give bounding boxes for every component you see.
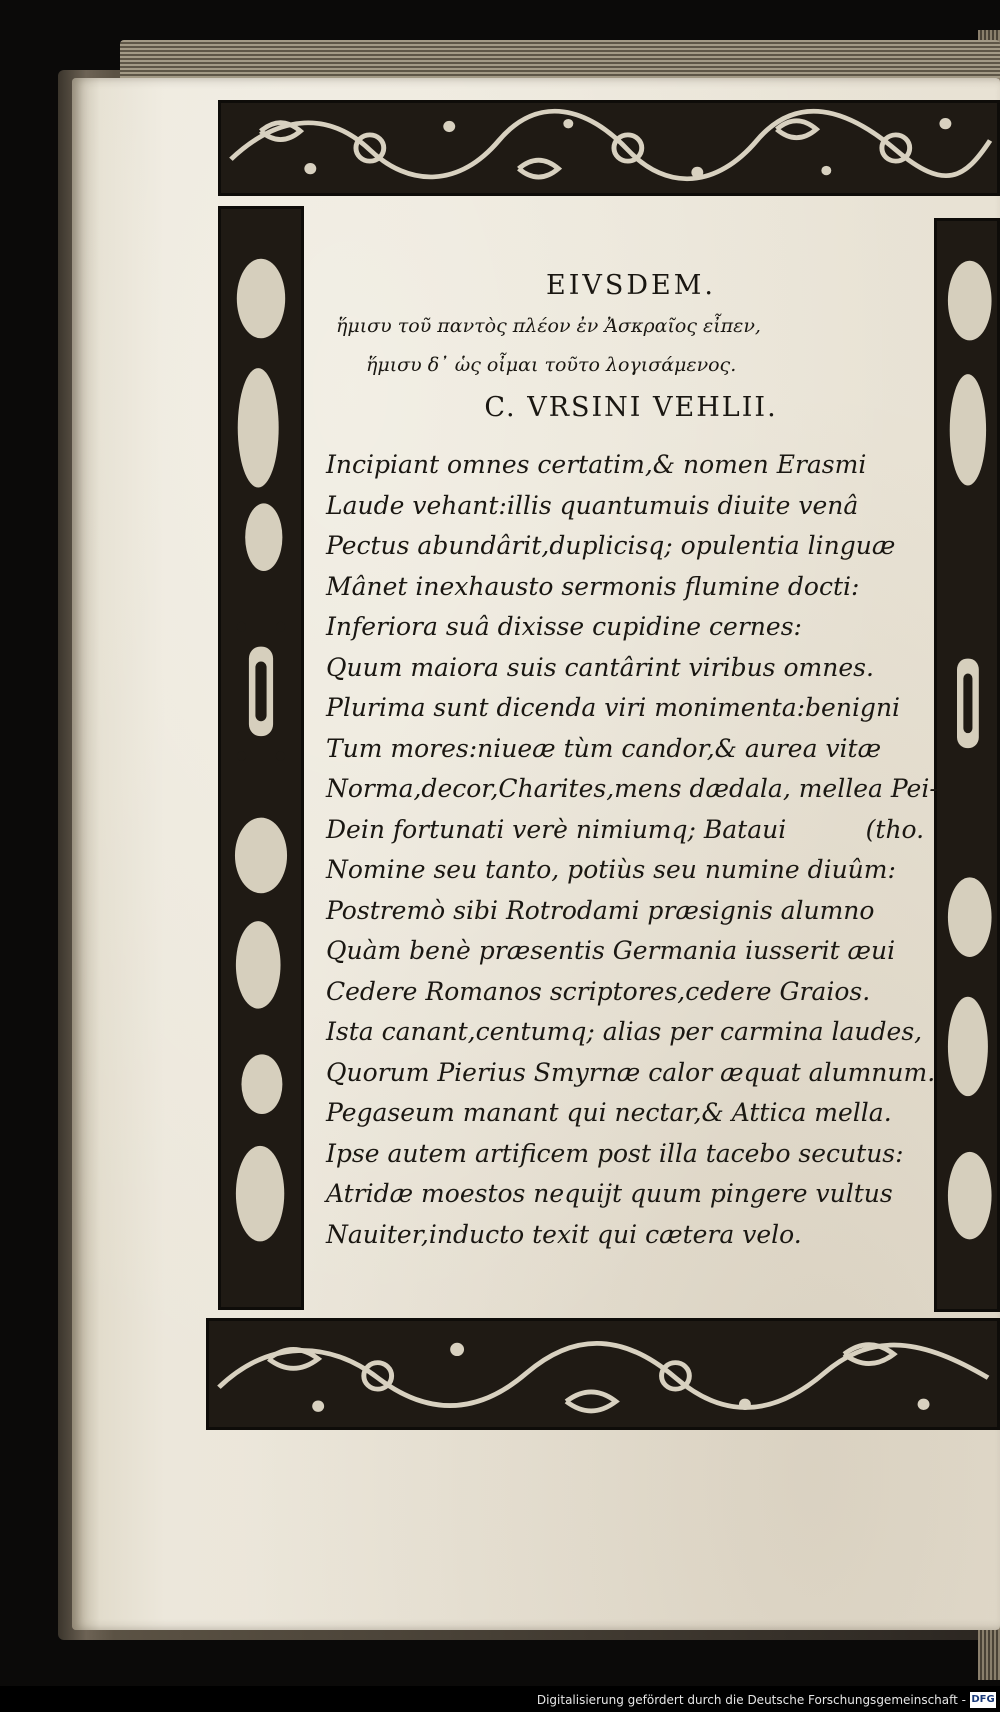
- woodcut-border-top: [218, 100, 1000, 196]
- funding-credit: Digitalisierung gefördert durch die Deutsche Forschungsgemeinschaft -: [536, 1693, 966, 1707]
- verse-line: Mânet inexhausto sermonis flumine docti:: [326, 571, 860, 601]
- verse-line: Inferiora suâ dixisse cupidine cernes:: [326, 612, 802, 641]
- verse-line: Atridæ moestos nequijt quum pingere vultus: [326, 1179, 893, 1208]
- verse-body: [326, 445, 946, 1255]
- page-edges-top: [120, 40, 1000, 78]
- verse-line: Norma,decor,Charites,mens dædala, mellea Pei-: [326, 774, 938, 803]
- verse-line: Pegaseum manant qui nectar,& Attica mella.: [326, 1098, 892, 1127]
- verse-line: Dein fortunati verè nimiumq; Bataui (tho.: [326, 814, 925, 844]
- verse-line: Cedere Romanos scriptores,cedere Graios.: [326, 976, 871, 1006]
- verse-line: Laude vehant:illis quantumuis diuite venâ: [326, 490, 859, 520]
- verse-line: Postremò sibi Rotrodami præsignis alumno: [326, 895, 875, 925]
- greek-line-2: ἥμισυ δ᾽ ὡς οἶμαι τοῦτο λογισάμενος.: [366, 354, 737, 376]
- verse-line: Ista canant,centumq; alias per carmina laudes,: [326, 1017, 923, 1046]
- verse-line: Nomine seu tanto, potiùs seu numine diuûm:: [326, 855, 896, 884]
- verse-line: Tum mores:niueæ tùm candor,& aurea vitæ: [326, 733, 882, 763]
- verse-line: Plurima sunt dicenda viri monimenta:benigni: [326, 693, 901, 722]
- author-heading: C. VRSINI VEHLII.: [484, 392, 778, 423]
- verse-line: Nauiter,inducto texit qui cætera velo.: [326, 1219, 802, 1249]
- heading-eiusdem: EIVSDEM.: [546, 270, 716, 301]
- woodcut-border-left: [218, 206, 304, 1310]
- verse-line: Incipiant omnes certatim,& nomen Erasmi: [326, 450, 867, 479]
- verse-line: Quorum Pierius Smyrnæ calor æquat alumnum.: [326, 1057, 936, 1087]
- verse-line: Ipse autem artificem post illa tacebo secutus:: [326, 1138, 904, 1168]
- footer-bar: [0, 1686, 1000, 1712]
- verse-line: Quum maiora suis cantârint viribus omnes.: [326, 652, 874, 682]
- woodcut-border-bottom: [206, 1318, 1000, 1430]
- verse-line: Quàm benè præsentis Germania iusserit æui: [326, 936, 896, 965]
- greek-line-1: ἥμισυ τοῦ παντὸς πλέον ἐν Ἀσκραῖος εἶπεν,: [336, 315, 761, 337]
- dfg-logo: DFG: [970, 1692, 996, 1708]
- verse-line: Pectus abundârit,duplicisq; opulentia linguæ: [326, 531, 896, 560]
